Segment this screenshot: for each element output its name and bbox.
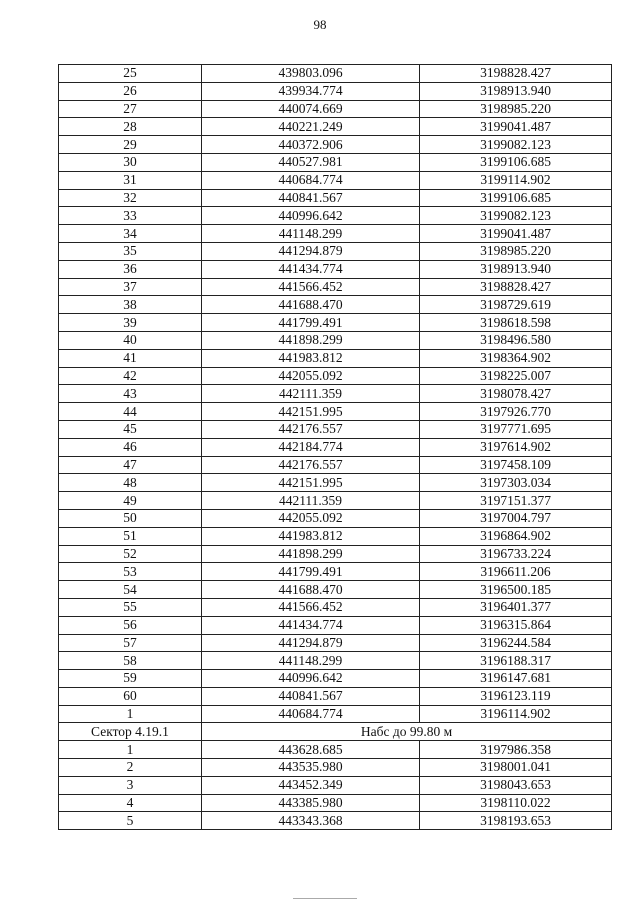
y-coordinate-cell: 3198193.653: [420, 812, 612, 830]
point-number-cell: 57: [59, 634, 202, 652]
table-row: [59, 349, 612, 367]
x-coordinate-cell: 442111.359: [202, 492, 420, 510]
x-coordinate-cell: 440684.774: [202, 705, 420, 723]
y-coordinate-cell: 3198043.653: [420, 776, 612, 794]
x-coordinate-cell: 441898.299: [202, 331, 420, 349]
table-row: [59, 563, 612, 581]
x-coordinate-cell: 440527.981: [202, 153, 420, 171]
x-coordinate-cell: 441799.491: [202, 563, 420, 581]
table-row: [59, 385, 612, 403]
point-number-cell: 45: [59, 420, 202, 438]
table-row: [59, 598, 612, 616]
x-coordinate-cell: 440841.567: [202, 687, 420, 705]
y-coordinate-cell: 3196864.902: [420, 527, 612, 545]
point-number-cell: 59: [59, 670, 202, 688]
y-coordinate-cell: 3199041.487: [420, 118, 612, 136]
y-coordinate-cell: 3196401.377: [420, 598, 612, 616]
x-coordinate-cell: 443628.685: [202, 741, 420, 759]
point-number-cell: 60: [59, 687, 202, 705]
table-row: [59, 171, 612, 189]
x-coordinate-cell: 441434.774: [202, 260, 420, 278]
y-coordinate-cell: 3197303.034: [420, 474, 612, 492]
table-row: [59, 207, 612, 225]
point-number-cell: 42: [59, 367, 202, 385]
y-coordinate-cell: 3198110.022: [420, 794, 612, 812]
x-coordinate-cell: 442055.092: [202, 367, 420, 385]
table-row: [59, 403, 612, 421]
table-row: [59, 705, 612, 723]
point-number-cell: 31: [59, 171, 202, 189]
x-coordinate-cell: 442176.557: [202, 420, 420, 438]
table-row: [59, 670, 612, 688]
x-coordinate-cell: 440074.669: [202, 100, 420, 118]
y-coordinate-cell: 3198225.007: [420, 367, 612, 385]
point-number-cell: 36: [59, 260, 202, 278]
y-coordinate-cell: 3198729.619: [420, 296, 612, 314]
table-row: [59, 314, 612, 332]
point-number-cell: 47: [59, 456, 202, 474]
x-coordinate-cell: 441294.879: [202, 242, 420, 260]
sector-height-cell: Набс до 99.80 м: [202, 723, 612, 741]
x-coordinate-cell: 442176.557: [202, 456, 420, 474]
y-coordinate-cell: 3197926.770: [420, 403, 612, 421]
y-coordinate-cell: 3198001.041: [420, 759, 612, 777]
table-row: [59, 492, 612, 510]
point-number-cell: 37: [59, 278, 202, 296]
x-coordinate-cell: 441566.452: [202, 278, 420, 296]
x-coordinate-cell: 442151.995: [202, 403, 420, 421]
y-coordinate-cell: 3198496.580: [420, 331, 612, 349]
table-row: [59, 776, 612, 794]
table-row: [59, 759, 612, 777]
y-coordinate-cell: 3199106.685: [420, 153, 612, 171]
y-coordinate-cell: 3199082.123: [420, 207, 612, 225]
y-coordinate-cell: 3198364.902: [420, 349, 612, 367]
x-coordinate-cell: 440684.774: [202, 171, 420, 189]
table-row: [59, 189, 612, 207]
y-coordinate-cell: 3196244.584: [420, 634, 612, 652]
table-row: [59, 456, 612, 474]
table-row: [59, 100, 612, 118]
y-coordinate-cell: 3199114.902: [420, 171, 612, 189]
y-coordinate-cell: 3198985.220: [420, 242, 612, 260]
page-number: 98: [313, 17, 327, 32]
point-number-cell: 35: [59, 242, 202, 260]
point-number-cell: 58: [59, 652, 202, 670]
y-coordinate-cell: 3196611.206: [420, 563, 612, 581]
y-coordinate-cell: 3196114.902: [420, 705, 612, 723]
point-number-cell: 56: [59, 616, 202, 634]
point-number-cell: 26: [59, 82, 202, 100]
point-number-cell: 3: [59, 776, 202, 794]
y-coordinate-cell: 3197151.377: [420, 492, 612, 510]
table-row: [59, 153, 612, 171]
point-number-cell: 53: [59, 563, 202, 581]
table-row: [59, 545, 612, 563]
sector-header-row: [59, 723, 612, 741]
point-number-cell: 43: [59, 385, 202, 403]
table-row: [59, 581, 612, 599]
point-number-cell: 25: [59, 65, 202, 83]
table-row: [59, 616, 612, 634]
point-number-cell: 41: [59, 349, 202, 367]
point-number-cell: 5: [59, 812, 202, 830]
point-number-cell: 32: [59, 189, 202, 207]
table-row: [59, 260, 612, 278]
x-coordinate-cell: 439934.774: [202, 82, 420, 100]
y-coordinate-cell: 3198618.598: [420, 314, 612, 332]
point-number-cell: 39: [59, 314, 202, 332]
x-coordinate-cell: 441983.812: [202, 349, 420, 367]
x-coordinate-cell: 442151.995: [202, 474, 420, 492]
table-row: [59, 82, 612, 100]
x-coordinate-cell: 442111.359: [202, 385, 420, 403]
x-coordinate-cell: 440996.642: [202, 207, 420, 225]
y-coordinate-cell: 3196147.681: [420, 670, 612, 688]
point-number-cell: 50: [59, 509, 202, 527]
y-coordinate-cell: 3196315.864: [420, 616, 612, 634]
x-coordinate-cell: 439803.096: [202, 65, 420, 83]
table-row: [59, 634, 612, 652]
x-coordinate-cell: 440996.642: [202, 670, 420, 688]
table-row: [59, 420, 612, 438]
table-row: [59, 118, 612, 136]
y-coordinate-cell: 3197458.109: [420, 456, 612, 474]
x-coordinate-cell: 441566.452: [202, 598, 420, 616]
point-number-cell: 33: [59, 207, 202, 225]
point-number-cell: 54: [59, 581, 202, 599]
point-number-cell: 38: [59, 296, 202, 314]
point-number-cell: 1: [59, 705, 202, 723]
x-coordinate-cell: 441148.299: [202, 225, 420, 243]
table-row: [59, 687, 612, 705]
table-row: [59, 331, 612, 349]
x-coordinate-cell: 441898.299: [202, 545, 420, 563]
table-row: [59, 65, 612, 83]
x-coordinate-cell: 441294.879: [202, 634, 420, 652]
table-row: [59, 438, 612, 456]
y-coordinate-cell: 3197986.358: [420, 741, 612, 759]
y-coordinate-cell: 3198078.427: [420, 385, 612, 403]
table-row: [59, 296, 612, 314]
y-coordinate-cell: 3198985.220: [420, 100, 612, 118]
x-coordinate-cell: 443343.368: [202, 812, 420, 830]
x-coordinate-cell: 443452.349: [202, 776, 420, 794]
x-coordinate-cell: 440372.906: [202, 136, 420, 154]
table-row: [59, 242, 612, 260]
coordinates-table-body: [59, 65, 612, 830]
x-coordinate-cell: 441434.774: [202, 616, 420, 634]
y-coordinate-cell: 3198913.940: [420, 260, 612, 278]
x-coordinate-cell: 441688.470: [202, 296, 420, 314]
point-number-cell: 29: [59, 136, 202, 154]
y-coordinate-cell: 3198828.427: [420, 278, 612, 296]
point-number-cell: 49: [59, 492, 202, 510]
x-coordinate-cell: 441983.812: [202, 527, 420, 545]
y-coordinate-cell: 3199106.685: [420, 189, 612, 207]
x-coordinate-cell: 442184.774: [202, 438, 420, 456]
y-coordinate-cell: 3196188.317: [420, 652, 612, 670]
point-number-cell: 34: [59, 225, 202, 243]
x-coordinate-cell: 441688.470: [202, 581, 420, 599]
x-coordinate-cell: 442055.092: [202, 509, 420, 527]
x-coordinate-cell: 441148.299: [202, 652, 420, 670]
y-coordinate-cell: 3197771.695: [420, 420, 612, 438]
table-row: [59, 527, 612, 545]
y-coordinate-cell: 3199082.123: [420, 136, 612, 154]
point-number-cell: 55: [59, 598, 202, 616]
table-row: [59, 509, 612, 527]
y-coordinate-cell: 3196123.119: [420, 687, 612, 705]
table-row: [59, 474, 612, 492]
x-coordinate-cell: 443535.980: [202, 759, 420, 777]
point-number-cell: 40: [59, 331, 202, 349]
point-number-cell: 52: [59, 545, 202, 563]
sector-name-cell: Сектор 4.19.1: [59, 723, 202, 741]
point-number-cell: 28: [59, 118, 202, 136]
table-row: [59, 367, 612, 385]
y-coordinate-cell: 3198828.427: [420, 65, 612, 83]
x-coordinate-cell: 440841.567: [202, 189, 420, 207]
x-coordinate-cell: 441799.491: [202, 314, 420, 332]
table-row: [59, 652, 612, 670]
x-coordinate-cell: 440221.249: [202, 118, 420, 136]
y-coordinate-cell: 3196500.185: [420, 581, 612, 599]
point-number-cell: 4: [59, 794, 202, 812]
table-row: [59, 794, 612, 812]
table-row: [59, 812, 612, 830]
point-number-cell: 44: [59, 403, 202, 421]
point-number-cell: 46: [59, 438, 202, 456]
table-row: [59, 225, 612, 243]
point-number-cell: 48: [59, 474, 202, 492]
point-number-cell: 2: [59, 759, 202, 777]
table-row: [59, 136, 612, 154]
y-coordinate-cell: 3199041.487: [420, 225, 612, 243]
footer-mark: [293, 898, 357, 901]
x-coordinate-cell: 443385.980: [202, 794, 420, 812]
table-row: [59, 278, 612, 296]
point-number-cell: 51: [59, 527, 202, 545]
y-coordinate-cell: 3197004.797: [420, 509, 612, 527]
point-number-cell: 27: [59, 100, 202, 118]
y-coordinate-cell: 3196733.224: [420, 545, 612, 563]
y-coordinate-cell: 3198913.940: [420, 82, 612, 100]
point-number-cell: 30: [59, 153, 202, 171]
y-coordinate-cell: 3197614.902: [420, 438, 612, 456]
point-number-cell: 1: [59, 741, 202, 759]
table-row: [59, 741, 612, 759]
coordinates-table: [58, 64, 612, 830]
